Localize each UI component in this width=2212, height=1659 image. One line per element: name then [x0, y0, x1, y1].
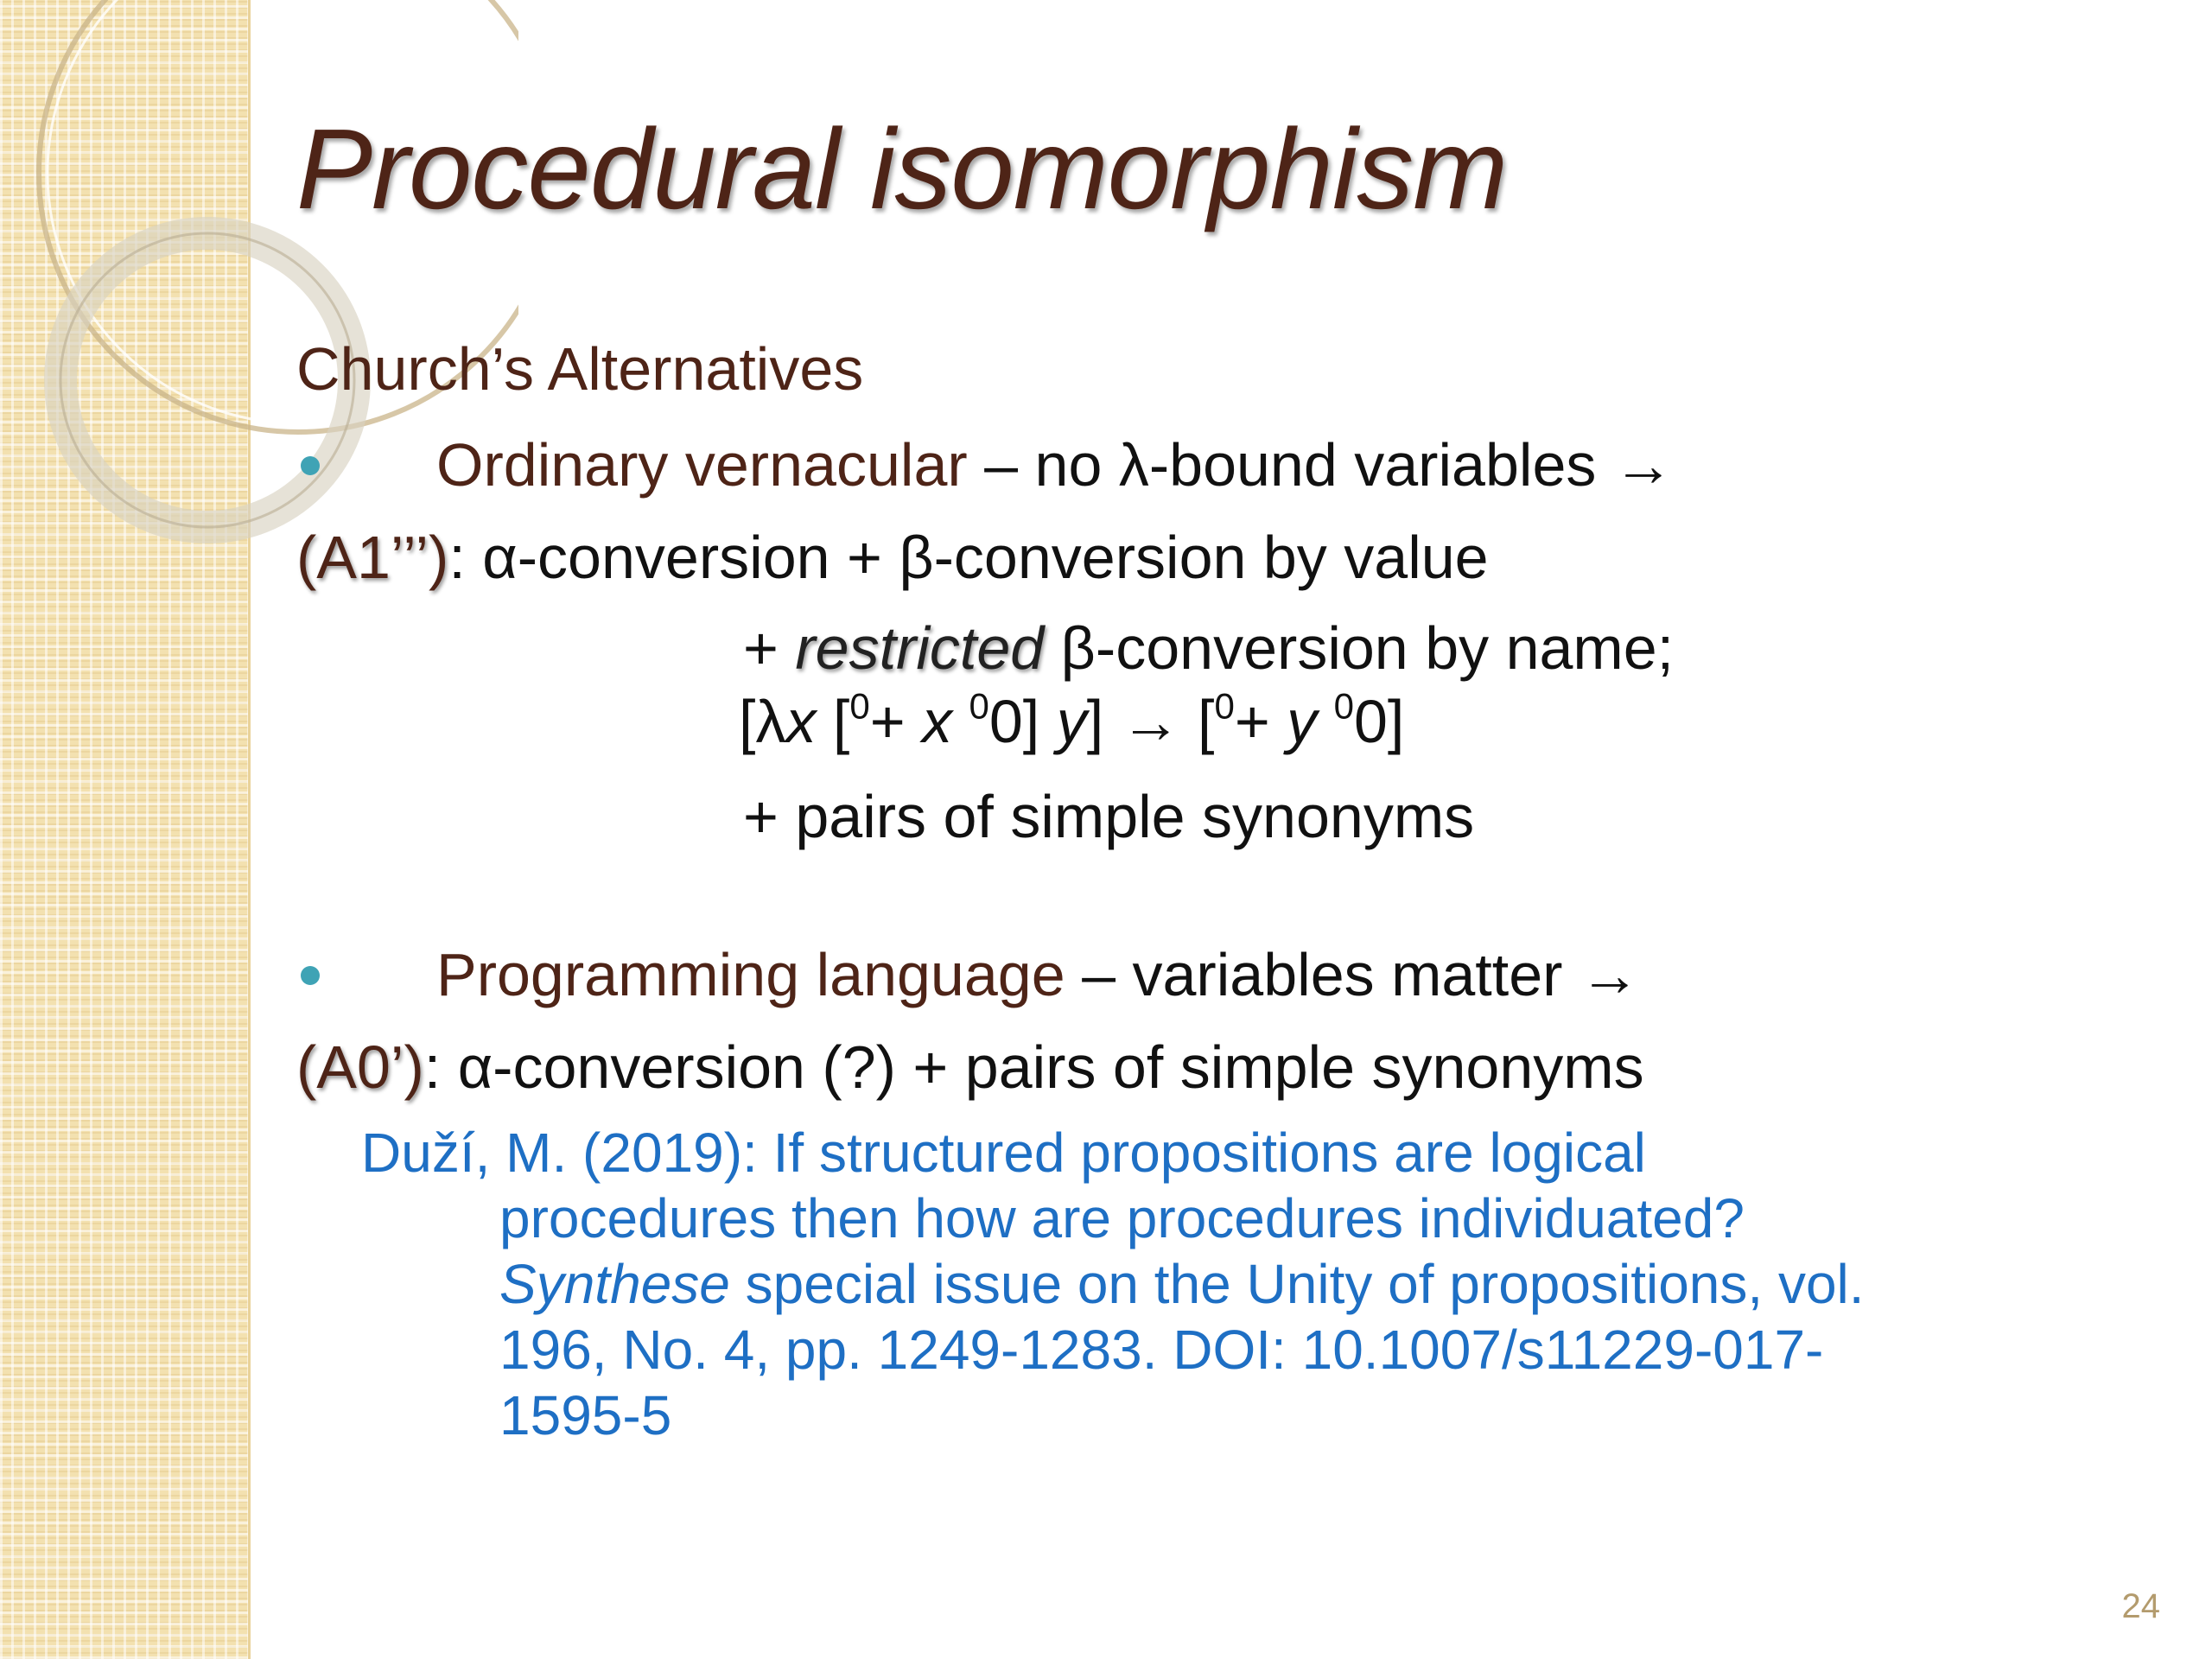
a1-formula	[739, 685, 1405, 755]
formula-part: [	[816, 688, 850, 755]
restricted-rest: β-conversion by name;	[1044, 614, 1675, 682]
plus-sign: +	[743, 614, 796, 682]
bullet-ordinary-vernacular	[436, 431, 1674, 499]
reference-line-4: 196, No. 4, pp. 1249-1283. DOI: 10.1007/s11229-017-	[499, 1319, 1824, 1381]
restricted-word: restricted	[795, 614, 1045, 682]
decorative-woven-strip	[0, 0, 248, 1659]
a0-label: (A0’)	[296, 1033, 424, 1101]
formula-part: +	[1234, 688, 1287, 755]
a1-label: (A1’’’)	[296, 524, 449, 591]
bullet-lead: Ordinary vernacular	[436, 431, 968, 499]
bullet-rest: – no λ-bound variables →	[967, 431, 1674, 499]
reference-line-1: Duží, M. (2019): If structured propositions are logical	[361, 1122, 1646, 1184]
formula-part: 0]	[1353, 688, 1405, 755]
a1-synonyms-line: + pairs of simple synonyms	[743, 783, 1475, 850]
formula-part: ] → [	[1086, 688, 1215, 755]
formula-part: 0]	[988, 688, 1057, 755]
a1-restricted-line	[743, 614, 1675, 682]
reference-line-3	[499, 1253, 1865, 1315]
bullet-rest: – variables matter →	[1065, 941, 1640, 1008]
a0-text: : α-conversion (?) + pairs of simple synonyms	[423, 1033, 1644, 1101]
formula-var-y: y	[1287, 688, 1318, 755]
formula-sup: 0	[1214, 685, 1235, 727]
formula-var-x: x	[785, 688, 817, 755]
reference-line-2: procedures then how are procedures individuated?	[499, 1187, 1745, 1249]
bullet-dot	[301, 456, 320, 475]
formula-part: +	[869, 688, 923, 755]
formula-part	[952, 688, 969, 755]
subtitle: Church’s Alternatives	[296, 335, 864, 403]
a1-text: : α-conversion + β-conversion by value	[448, 524, 1489, 591]
formula-sup: 0	[1333, 685, 1354, 727]
reference-line-3-rest: special issue on the Unity of propositions, vol.	[729, 1253, 1865, 1315]
reference-line-5: 1595-5	[499, 1384, 672, 1446]
a0-definition	[296, 1033, 1644, 1101]
bullet-programming-language	[436, 941, 1640, 1008]
formula-sup: 0	[969, 685, 989, 727]
page-number: 24	[2121, 1587, 2160, 1625]
journal-name: Synthese	[499, 1253, 730, 1315]
formula-part: [λ	[739, 688, 786, 755]
bullet-dot	[301, 966, 320, 985]
formula-part	[1317, 688, 1333, 755]
formula-var-y: y	[1056, 688, 1087, 755]
formula-var-x: x	[922, 688, 953, 755]
strip-edge	[248, 0, 251, 1659]
bullet-lead: Programming language	[436, 941, 1065, 1008]
formula-sup: 0	[849, 685, 870, 727]
a1-definition	[296, 524, 1489, 591]
slide-title: Procedural isomorphism	[296, 105, 1508, 232]
